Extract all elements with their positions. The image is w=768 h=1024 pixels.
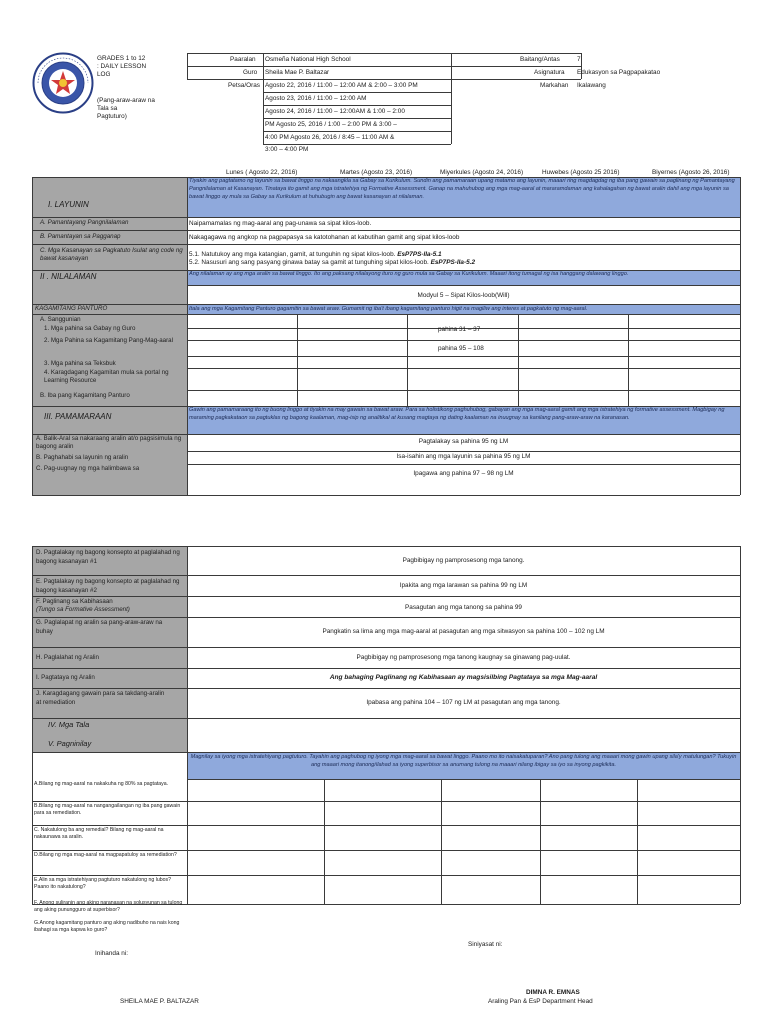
date-line: 3:00 – 4:00 PM — [265, 146, 309, 153]
pamantayan-sa-pagganap-label: B. Pamantayan sa Pagganap — [40, 233, 121, 240]
asignatura-label: Asignatura — [534, 69, 565, 76]
pagtalakay-2-value: Ipakita ang mga larawan sa pahina 99 ng LM — [399, 582, 528, 589]
nilalaman-heading: II . NILALAMAN — [40, 272, 97, 281]
day-label: Huwebes (Agosto 25 2016) — [542, 169, 620, 176]
asignatura-value: Edukasyon sa Pagpapakatao — [577, 69, 661, 76]
nilalaman-description: Ang nilalaman ay ang mga aralin sa bawat linggo. Ito ang paksang nilalayong ituro ng guro mula sa Gabay sa Kurikulum. Maaari itong tumagal ng isa hanggang dalawang linggo. — [189, 271, 629, 277]
kasanayan-text-1: 5.1. Natutukoy ang mga katangian, gamit, at tunguhin ng sipat kilos-loob. — [189, 251, 396, 258]
deped-seal-logo — [32, 52, 94, 114]
pagtalakay-2-label: E. Pagtalakay ng bagong konsepto at paglalahad ng bagong kasanayan #2 — [36, 578, 180, 594]
kasanayan-line-1 — [189, 251, 442, 259]
pagtalakay-1-label: D. Pagtalakay ng bagong konsepto at paglalahad ng bagong kasanayan #1 — [36, 549, 180, 565]
inihanda-name: SHEILA MAE P. BALTAZAR — [120, 998, 199, 1005]
pagninilay-description: Magnilay sa iyong mga istratehiyang pagtuturo. Tayahin ang paghubog ng iyong mga mag-aaral sa bawat linggo. Paano mo ito naisakatuparan? Ano pang tulong ang maaari mong gawin upang sila'y matulungan? Tukuyin ang maaari mong itanong/ilahad sa iyong superbisor sa anumang tulong na maaari nilang ibigay sa iyo sa inyong pagkikita. — [190, 754, 737, 768]
paglinang-subtitle: (Tungo sa Formative Assessment) — [36, 605, 130, 613]
layunin-heading: I. LAYUNIN — [48, 200, 89, 209]
title-line: GRADES 1 to 12 — [97, 55, 146, 62]
layunin-description: Tiyakin ang pagtatamo ng layunin sa bawat linggo na nakaangkla sa Gabay sa Kurikulum. Sundin ang pamamaraan upang matamo ang layunin, maaari ring magdagdag ng iba pang gawain sa paglinang ng Pamantayang Pangnilalaman at Kasanayan. Tinataya ito gamit ang mga istratehiya ng Formative Assessment. Ganap na mahuhubog ang mga mag-aaral at mararamdaman ang kahalagahan ng bawat aralin dahil ang mga layunin sa bawat linggo ay mula sa Gabay sa Kurikulum at huhubugin ang bawat kasanayan at nilalaman. — [189, 178, 735, 200]
title-line: LOG — [97, 71, 111, 78]
day-label: Martes (Agosto 23, 2016) — [340, 169, 413, 176]
pamantayang-pangnilalaman-value: Naipamamalas ng mag-aaral ang pag-unawa sa sipat kilos-loob. — [189, 220, 372, 227]
markahan-label: Markahan — [540, 82, 569, 89]
petsa-label: Petsa/Oras — [228, 82, 260, 89]
form-subtitle — [97, 97, 155, 121]
date-line: Agosto 24, 2016 / 11:00 – 12:00AM & 1:00 – 2:00 — [265, 108, 405, 115]
kagamitan-description: Itala ang mga Kagamitang Panturo gagamitin sa bawat araw. Gumamit ng iba't ibang kagamitang panturo higit na magiliw ang interes at pagkatuto ng mag-aaral. — [189, 306, 588, 312]
form-title — [97, 55, 146, 79]
paglinang-label — [36, 598, 184, 613]
pamamaraan-heading: III. PAMAMARAAN — [44, 412, 112, 421]
pagninilay-heading: V. Pagninilay — [48, 739, 92, 748]
kasanayan-code-1: EsP7PS-IIa-5.1 — [397, 251, 442, 258]
sanggunian-label: A. Sanggunian — [40, 316, 81, 323]
kagamitan-heading: KAGAMITANG PANTURO — [35, 305, 108, 312]
paglalahat-value: Pagbibigay ng pamprosesong mga tanong kaugnay sa ginawang pag-uulat. — [356, 654, 571, 661]
paglalahat-label: H. Paglalahat ng Aralin — [36, 654, 99, 661]
guro-value: Sheila Mae P. Baltazar — [265, 69, 330, 76]
paglinang-value: Pasagutan ang mga tanong sa pahina 99 — [405, 604, 522, 611]
pamantayang-pangnilalaman-label: A. Pamantayang Pangnilalaman — [40, 219, 129, 226]
balik-aral-label: A. Balik-Aral sa nakaraang aralin at/o pagsisimula ng bagong aralin — [36, 435, 182, 450]
siniyasat-name: DIMNA R. EMNAS — [526, 989, 580, 996]
resource-4-label: 4. Karagdagang Kagamitan mula sa portal ng Learning Resource — [44, 369, 169, 384]
pag-uugnay-label: C. Pag-uugnay ng mga halimbawa sa — [36, 465, 140, 472]
resource-1-value: pahina 31 – 37 — [438, 326, 481, 333]
mga-tala-heading: IV. Mga Tala — [48, 720, 90, 729]
paaralan-label: Paaralan — [230, 56, 256, 63]
resource-5-label: B. Iba pang Kagamitang Panturo — [40, 392, 130, 399]
day-label: Lunes ( Agosto 22, 2016) — [226, 169, 298, 176]
resource-2-value: pahina 95 – 108 — [438, 345, 484, 352]
date-line: PM Agosto 25, 2016 / 1:00 – 2:00 PM & 3:00 – — [265, 121, 397, 128]
reflection-item: E.Alin sa mga istratehiyang pagtuturo nakatulong ng lubos? Paano ito nakatulong? — [34, 877, 171, 890]
siniyasat-title: Araling Pan & EsP Department Head — [488, 998, 593, 1005]
paghahabi-value: Isa-isahin ang mga layunin sa pahina 95 ng LM — [396, 453, 531, 460]
kasanayan-line-2 — [189, 259, 475, 267]
reflection-item: C. Nakatulong ba ang remedial? Bilang ng mag-aaral na nakaunawa sa aralin. — [34, 827, 164, 840]
reflection-item: G.Anong kagamitang panturo ang aking nadibuho na nais kong ibahagi sa mga kapwa ko guro? — [34, 920, 180, 933]
date-line: Agosto 22, 2016 / 11:00 – 12:00 AM & 2:00 – 3:00 PM — [265, 82, 418, 89]
paaralan-value: Osmeña National High School — [265, 56, 351, 63]
day-label: Biyernes (Agosto 26, 2016) — [652, 169, 730, 176]
kasanayan-label: C. Mga Kasanayan sa Pagkatuto Isulat ang code ng bawat kasanayan — [40, 247, 183, 262]
markahan-value: Ikalawang — [577, 82, 606, 89]
reflection-item: B.Bilang ng mag-aaral na nangangailangan ng iba pang gawain para sa remediation. — [34, 803, 181, 816]
reflection-item: A.Bilang ng mag-aaral na nakakuha ng 80% sa pagtataya. — [34, 781, 169, 787]
pagtalakay-1-value: Pagbibigay ng pamprosesong mga tanong. — [402, 557, 525, 564]
date-line: 4:00 PM Agosto 26, 2016 / 8:45 – 11:00 AM & — [265, 134, 395, 141]
modyul-value: Modyul 5 – Sipat Kilos-loob(Will) — [417, 292, 510, 299]
paglinang-title: F. Paglinang sa Kabihasaan — [36, 598, 113, 605]
resource-2-label: 2. Mga Pahina sa Kagamitang Pang-Mag-aaral — [44, 337, 173, 344]
paglalapat-value: Pangkatin sa lima ang mga mag-aaral at pasagutan ang mga sitwasyon sa pahina 100 – 102 ng LM — [322, 628, 605, 635]
pagtataya-value: Ang bahaging Paglinang ng Kabihasaan ay magsisilbing Pagtataya sa mga Mag-aaral — [329, 674, 598, 681]
title-line: : DAILY LESSON — [97, 63, 147, 70]
balik-aral-value: Pagtalakay sa pahina 95 ng LM — [418, 438, 509, 445]
pamamaraan-description: Gawin ang pamamaraang ito ng buong linggo at tiyakin na may gawain sa bawat araw. Para sa holistikong paghuhubog, gabayan ang mga mag-aaral gamit ang mga istratehiya ng formative assessment. Magbigay ng maraming pagkakataon sa pagtuklas ng bagong kaalaman, mag-isip ng analitikal at kusang magtaya ng dating kaalaman na inuugnay sa kanilang pang-araw-araw na karanasan. — [189, 407, 725, 421]
siniyasat-label: Siniyasat ni: — [468, 941, 503, 948]
guro-label: Guro — [243, 69, 258, 76]
paghahabi-label: B. Paghahabi sa layunin ng aralin — [36, 454, 129, 461]
takdang-aralin-value: Ipabasa ang pahina 104 – 107 ng LM at pasagutan ang mga tanong. — [366, 699, 561, 706]
pag-uugnay-value: Ipagawa ang pahina 97 – 98 ng LM — [413, 470, 514, 477]
kasanayan-text-2: 5.2. Nasusuri ang sang pasyang ginawa batay sa gamit at tunguhing sipat kilos-loob. — [189, 259, 429, 266]
paglalapat-label: G. Paglalapat ng aralin sa pang-araw-araw na buhay — [36, 619, 163, 635]
resource-3-label: 3. Mga pahina sa Teksbuk — [44, 360, 116, 367]
subtitle-line: Pagtuturo) — [97, 113, 127, 120]
date-line: Agosto 23, 2016 / 11:00 – 12:00 AM — [265, 95, 367, 102]
resource-1-label: 1. Mga pahina sa Gabay ng Guro — [44, 325, 136, 332]
baitang-value: 7 — [577, 56, 581, 63]
baitang-label: Baitang/Antas — [520, 56, 560, 63]
reflection-item: F. Anong suliranin ang aking naranasan na solusyunan sa tulong ang aking punungguro at superbisor? — [34, 900, 183, 913]
takdang-aralin-label: J. Karagdagang gawain para sa takdang-aralin at remediation — [36, 690, 165, 706]
reflection-item: D.Bilang ng mga mag-aaral na magpapatuloy sa remediation? — [34, 852, 177, 858]
day-label: Miyerkules (Agosto 24, 2016) — [440, 169, 524, 176]
pamantayan-sa-pagganap-value: Nakagagawa ng angkop na pagpapasya sa katotohanan at kabutihan gamit ang sipat kilos-loob — [189, 234, 460, 241]
subtitle-line: Tala sa — [97, 105, 118, 112]
kasanayan-code-2: EsP7PS-IIa-5.2 — [430, 259, 475, 266]
inihanda-label: Inihanda ni: — [95, 950, 129, 957]
subtitle-line: (Pang-araw-araw na — [97, 97, 155, 104]
pagtataya-label: I. Pagtataya ng Aralin — [36, 674, 95, 681]
